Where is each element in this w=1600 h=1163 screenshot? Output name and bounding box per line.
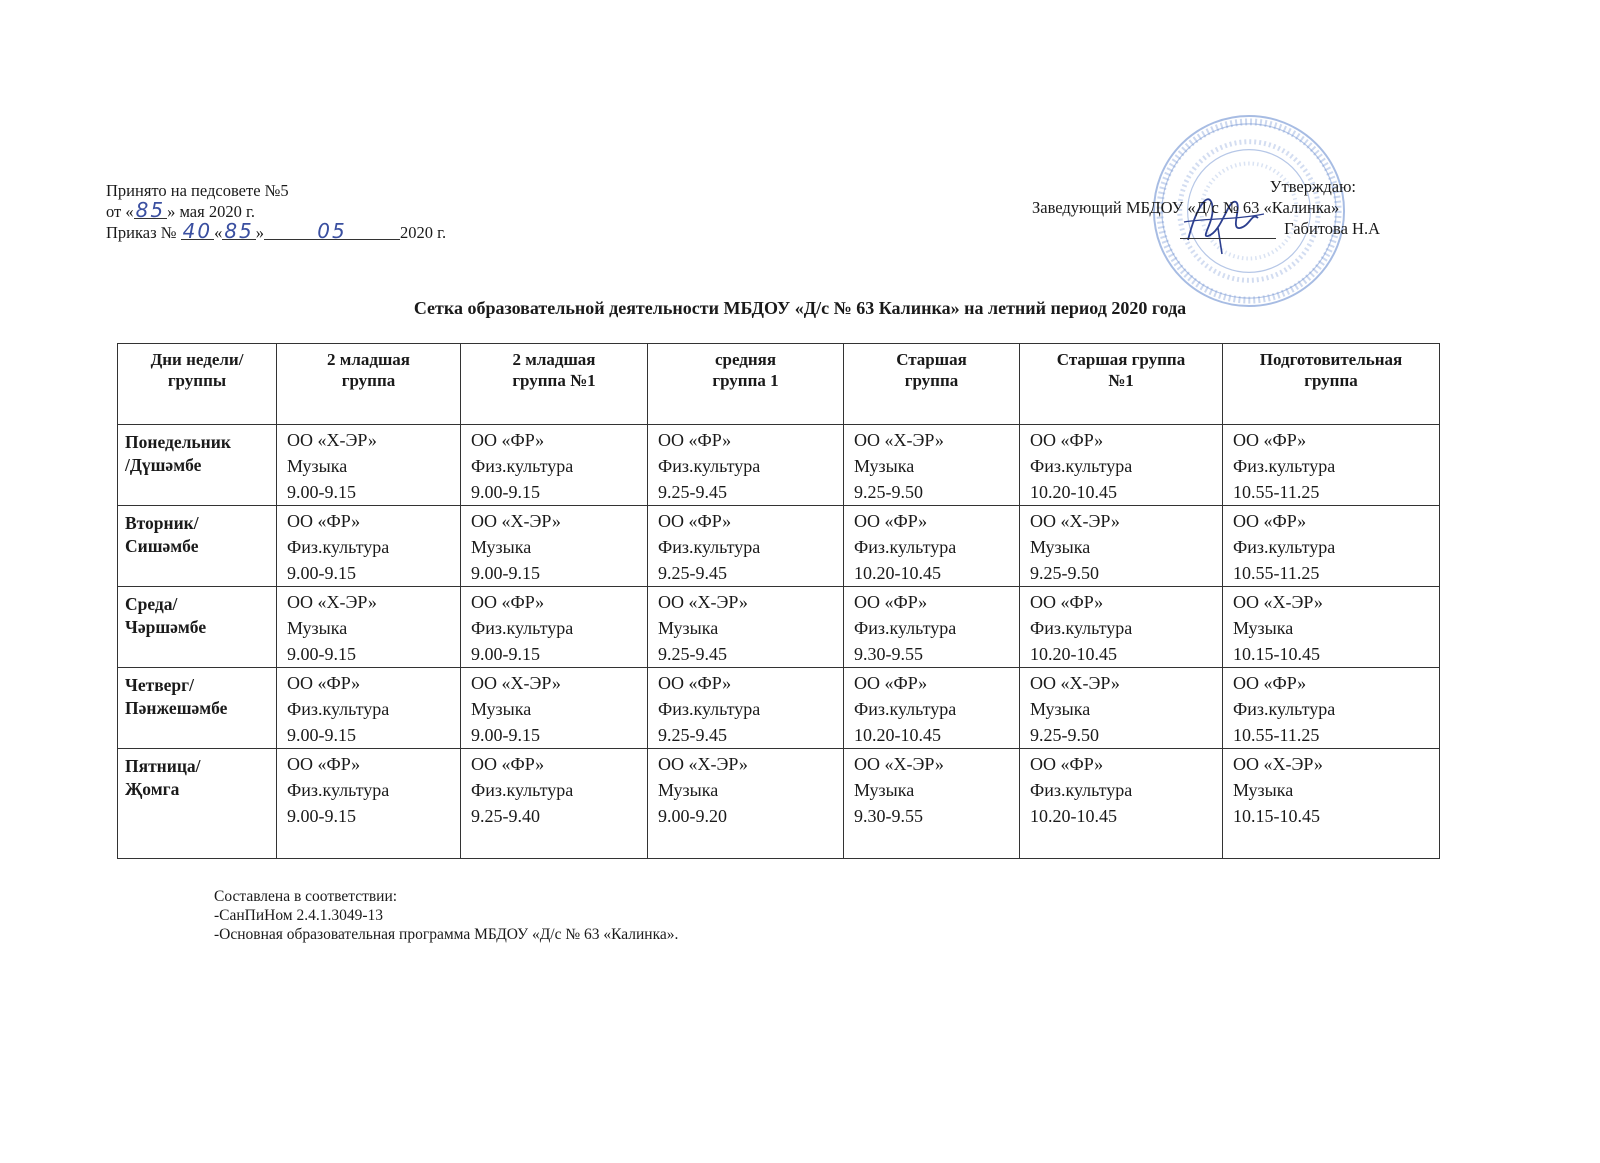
schedule-cell: ОО «ФР» Физ.культура 9.25-9.45 xyxy=(648,668,844,749)
table-row xyxy=(118,668,1440,749)
document-title: Сетка образовательной деятельности МБДОУ «Д/с № 63 Калинка» на летний период 2020 года xyxy=(413,298,1187,318)
schedule-cell: ОО «Х-ЭР» Музыка 9.00-9.15 xyxy=(461,668,648,749)
schedule-cell: ОО «ФР» Физ.культура 9.00-9.15 xyxy=(461,587,648,668)
header-group: 2 младшая группа №1 xyxy=(461,344,648,425)
table-row xyxy=(118,506,1440,587)
header-group: Старшая группа №1 xyxy=(1020,344,1223,425)
schedule-cell: ОО «Х-ЭР» Музыка 9.25-9.50 xyxy=(1020,668,1223,749)
date-line: от « 85 » мая 2020 г. xyxy=(106,198,255,222)
director-block xyxy=(1010,176,1410,239)
handwritten-order-number: 40 xyxy=(182,219,213,243)
day-cell: Понедельник /Дүшәмбе xyxy=(118,425,277,506)
schedule-cell: ОО «ФР» Физ.культура 9.25-9.40 xyxy=(461,749,648,859)
day-cell: Четверг/ Пәнжешәмбе xyxy=(118,668,277,749)
schedule-cell: ОО «ФР» Физ.культура 9.25-9.45 xyxy=(648,506,844,587)
signature-line xyxy=(1180,222,1276,239)
header-group: 2 младшая группа xyxy=(277,344,461,425)
schedule-table xyxy=(117,343,1440,859)
notes-item: -СанПиНом 2.4.1.3049-13 xyxy=(214,907,384,924)
order-line: Приказ № 40 « 85 » 05 2020 г. xyxy=(106,219,447,243)
header-group: средняя группа 1 xyxy=(648,344,844,425)
schedule-cell: ОО «ФР» Физ.культура 10.55-11.25 xyxy=(1223,668,1440,749)
handwritten-order-day: 85 xyxy=(224,219,254,243)
schedule-cell: ОО «Х-ЭР» Музыка 9.00-9.15 xyxy=(277,587,461,668)
schedule-cell: ОО «ФР» Физ.культура 10.20-10.45 xyxy=(1020,587,1223,668)
day-cell: Среда/ Чәршәмбе xyxy=(118,587,277,668)
schedule-cell: ОО «Х-ЭР» Музыка 10.15-10.45 xyxy=(1223,749,1440,859)
notes-item: -Основная образовательная программа МБДОУ «Д/с № 63 «Калинка». xyxy=(214,926,679,943)
day-cell: Пятница/ Җомга xyxy=(118,749,277,859)
schedule-cell: ОО «ФР» Физ.культура 9.00-9.15 xyxy=(461,425,648,506)
schedule-cell: ОО «Х-ЭР» Музыка 9.00-9.20 xyxy=(648,749,844,859)
schedule-cell: ОО «Х-ЭР» Музыка 9.25-9.45 xyxy=(648,587,844,668)
director-name: Габитова Н.А xyxy=(1284,219,1380,238)
schedule-cell: ОО «ФР» Физ.культура 10.55-11.25 xyxy=(1223,506,1440,587)
schedule-cell: ОО «ФР» Физ.культура 10.20-10.45 xyxy=(1020,749,1223,859)
schedule-cell: ОО «ФР» Физ.культура 10.20-10.45 xyxy=(844,506,1020,587)
notes-heading: Составлена в соответствии: xyxy=(214,888,398,905)
table-row xyxy=(118,587,1440,668)
council-line: Принято на педсовете №5 xyxy=(106,181,289,200)
schedule-cell: ОО «ФР» Физ.культура 10.20-10.45 xyxy=(1020,425,1223,506)
schedule-cell: ОО «ФР» Физ.культура 9.00-9.15 xyxy=(277,668,461,749)
schedule-cell: ОО «ФР» Физ.культура 9.30-9.55 xyxy=(844,587,1020,668)
header-days: Дни недели/ группы xyxy=(118,344,277,425)
table-header-row xyxy=(118,344,1440,425)
schedule-cell: ОО «Х-ЭР» Музыка 9.00-9.15 xyxy=(277,425,461,506)
schedule-cell: ОО «ФР» Физ.культура 9.25-9.45 xyxy=(648,425,844,506)
day-cell: Вторник/ Сишәмбе xyxy=(118,506,277,587)
compliance-notes xyxy=(214,887,678,944)
schedule-cell: ОО «ФР» Физ.культура 9.00-9.15 xyxy=(277,506,461,587)
header-group: Подготовительная группа xyxy=(1223,344,1440,425)
schedule-cell: ОО «Х-ЭР» Музыка 9.30-9.55 xyxy=(844,749,1020,859)
director-name-line xyxy=(1010,218,1410,239)
header-group: Старшая группа xyxy=(844,344,1020,425)
handwritten-day: 85 xyxy=(135,198,166,222)
table-row xyxy=(118,425,1440,506)
schedule-cell: ОО «ФР» Физ.культура 10.55-11.25 xyxy=(1223,425,1440,506)
approval-block xyxy=(106,180,446,243)
handwritten-order-month: 05 xyxy=(264,223,400,240)
schedule-cell: ОО «ФР» Физ.культура 10.20-10.45 xyxy=(844,668,1020,749)
approve-label: Утверждаю: xyxy=(1269,177,1356,196)
schedule-cell: ОО «ФР» Физ.культура 9.00-9.15 xyxy=(277,749,461,859)
schedule-cell: ОО «Х-ЭР» Музыка 9.25-9.50 xyxy=(1020,506,1223,587)
table-row xyxy=(118,749,1440,859)
schedule-cell: ОО «Х-ЭР» Музыка 9.25-9.50 xyxy=(844,425,1020,506)
schedule-cell: ОО «Х-ЭР» Музыка 10.15-10.45 xyxy=(1223,587,1440,668)
schedule-cell: ОО «Х-ЭР» Музыка 9.00-9.15 xyxy=(461,506,648,587)
director-position: Заведующий МБДОУ «Д/с № 63 «Калинка» xyxy=(1032,198,1340,217)
